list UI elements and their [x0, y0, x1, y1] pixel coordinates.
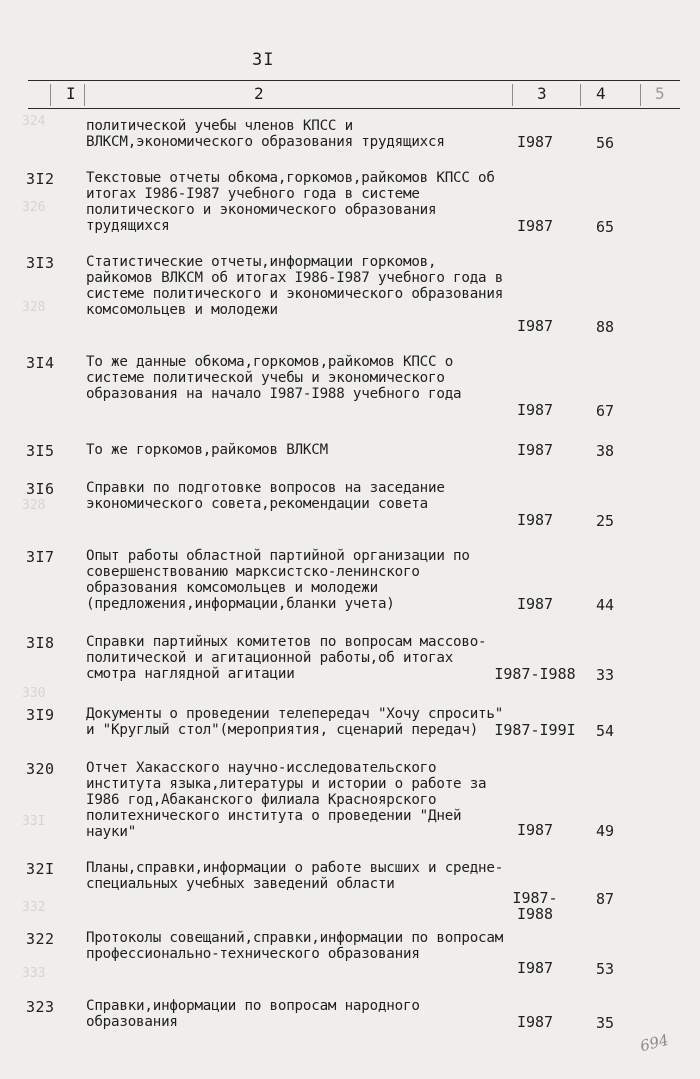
column-header-sheets: 4: [596, 84, 606, 103]
row-description: То же горкомов,райкомов ВЛКСМ: [86, 442, 328, 458]
row-number: 323: [26, 998, 55, 1016]
row-sheets: 33: [595, 666, 615, 684]
show-through-text: 328: [22, 300, 46, 315]
row-sheets: 65: [595, 218, 615, 236]
row-year: I987: [516, 133, 554, 151]
row-sheets: 49: [595, 822, 615, 840]
row-description: Справки партийных комитетов по вопросам массово-политической и агитационной работы,об итогах смотра наглядной агитации: [86, 634, 487, 682]
row-number: 3I5: [26, 442, 55, 460]
row-description: Планы,справки,информации о работе высших и средне-специальных учебных заведений области: [86, 860, 504, 892]
row-number: 3I2: [26, 170, 55, 188]
row-number: 3I3: [26, 254, 55, 272]
show-through-text: 324: [22, 114, 46, 129]
row-year: I987- I988: [512, 889, 558, 923]
row-year: I987-I988: [494, 665, 576, 683]
row-year: I987: [516, 1013, 554, 1031]
row-description: Документы о проведении телепередач "Хочу спросить" и "Круглый стол"(мероприятия, сценарий передач): [86, 706, 504, 738]
row-description: Справки,информации по вопросам народного образования: [86, 998, 420, 1030]
row-number: 3I9: [26, 706, 55, 724]
row-number: 3I4: [26, 354, 55, 372]
column-divider: [512, 84, 513, 106]
row-sheets: 56: [595, 134, 615, 152]
column-header-notes: 5: [655, 84, 665, 103]
row-description: Статистические отчеты,информации горкомов, райкомов ВЛКСМ об итогах I986-I987 учебного года в системе политического и экономического образования комсомольцев и молодежи: [86, 254, 504, 318]
row-description: Протоколы совещаний,справки,информации по вопросам профессионально-технического образования: [86, 930, 504, 962]
row-sheets: 53: [595, 960, 615, 978]
row-sheets: 54: [595, 722, 615, 740]
row-sheets: 38: [595, 442, 615, 460]
show-through-text: 33I: [22, 814, 46, 829]
column-header-number: I: [66, 84, 76, 103]
column-header-title: 2: [254, 84, 264, 103]
row-year: I987: [516, 511, 554, 529]
show-through-text: 330: [22, 686, 46, 701]
row-sheets: 88: [595, 318, 615, 336]
row-number: 3I8: [26, 634, 55, 652]
row-number: 32I: [26, 860, 55, 878]
column-divider: [50, 84, 51, 106]
row-year: I987: [516, 217, 554, 235]
header-rule-bottom: [28, 108, 680, 109]
row-year: I987: [516, 821, 554, 839]
page-number: 3I: [252, 50, 275, 70]
row-description: Отчет Хакасского научно-исследовательского института языка,литературы и истории о работе за I986 год,Абаканского филиала Красноярского политехнического института о проведении "Дней науки": [86, 760, 487, 840]
row-description: Текстовые отчеты обкома,горкомов,райкомов КПСС об итогах I986-I987 учебного года в системе политического и экономического образования трудящихся: [86, 170, 495, 234]
row-number: 3I6: [26, 480, 55, 498]
row-year: I987: [516, 959, 554, 977]
row-description: То же данные обкома,горкомов,райкомов КПСС о системе политической учебы и экономического образования на начало I987-I988 учебного года: [86, 354, 462, 402]
row-year: I987-I99I: [494, 721, 576, 739]
row-description: Опыт работы областной партийной организации по совершенствованию марксистско-ленинского образования комсомольцев и молодежи (предложения,информации,бланки учета): [86, 548, 470, 612]
show-through-text: 326: [22, 200, 46, 215]
column-divider: [580, 84, 581, 106]
show-through-text: 333: [22, 966, 46, 981]
row-number: 3I7: [26, 548, 55, 566]
column-divider: [84, 84, 85, 106]
show-through-text: 328: [22, 498, 46, 513]
row-year: I987: [516, 595, 554, 613]
row-sheets: 35: [595, 1014, 615, 1032]
pencil-sheet-number: 694: [638, 1030, 671, 1056]
row-year: I987: [516, 401, 554, 419]
row-description: Справки по подготовке вопросов на заседание экономического совета,рекомендации совета: [86, 480, 445, 512]
row-year: I987: [516, 441, 554, 459]
column-divider: [640, 84, 641, 106]
row-sheets: 25: [595, 512, 615, 530]
row-sheets: 87: [595, 890, 615, 908]
row-sheets: 44: [595, 596, 615, 614]
column-header-dates: 3: [537, 84, 547, 103]
row-sheets: 67: [595, 402, 615, 420]
show-through-text: 332: [22, 900, 46, 915]
header-rule: [28, 80, 680, 81]
row-year: I987: [516, 317, 554, 335]
row-number: 320: [26, 760, 55, 778]
row-number: 322: [26, 930, 55, 948]
row-description: политической учебы членов КПСС и ВЛКСМ,экономического образования трудящихся: [86, 118, 445, 150]
